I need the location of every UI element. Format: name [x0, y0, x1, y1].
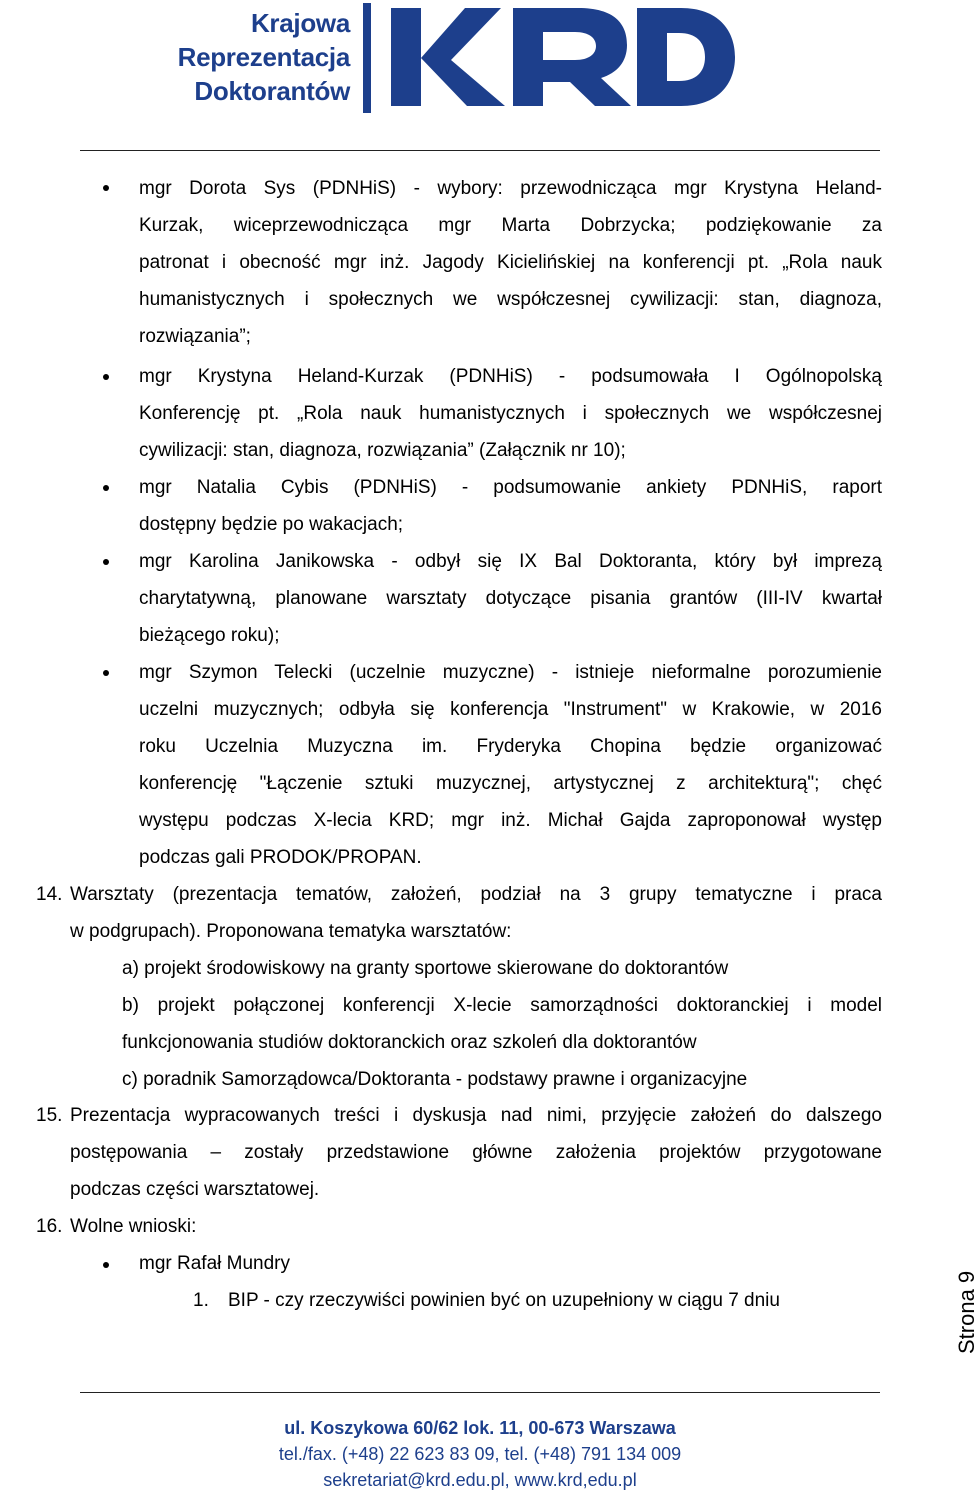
item-number: 1.: [193, 1290, 209, 1311]
body-line: charytatywną, planowane warsztaty dotyczące pisania grantów (III-IV kwartał: [139, 588, 882, 609]
page-number-label: Strona 9: [954, 1270, 979, 1354]
body-line: dostępny będzie po wakacjach;: [139, 514, 404, 535]
sub-item: a) projekt środowiskowy na granty sportowe skierowane do doktorantów: [122, 958, 729, 979]
body-line: mgr Dorota Sys (PDNHiS) - wybory: przewodnicząca mgr Krystyna Heland-: [139, 178, 882, 199]
body-line: rozwiązania”;: [139, 326, 251, 347]
body-line: Prezentacja wypracowanych treści i dyskusja nad nimi, przyjęcie założeń do dalszego: [70, 1105, 882, 1126]
body-line: mgr Rafał Mundry: [139, 1253, 290, 1274]
bullet-marker: [103, 1262, 109, 1268]
body-line: mgr Szymon Telecki (uczelnie muzyczne) - istnieje nieformalne porozumienie: [139, 662, 882, 683]
logo-line: Krajowa: [250, 8, 350, 38]
body-line: postępowania – zostały przedstawione główne założenia projektów przygotowane: [70, 1142, 882, 1163]
body-line: uczelni muzycznych; odbyła się konferencja "Instrument" w Krakowie, w 2016: [139, 699, 882, 720]
body-line: bieżącego roku);: [139, 625, 280, 646]
footer-address: ul. Koszykowa 60/62 lok. 11, 00-673 Warszawa: [284, 1418, 676, 1438]
item-number: 14.: [36, 884, 63, 905]
sub-item: funkcjonowania studiów doktoranckich oraz szkoleń dla doktorantów: [122, 1032, 697, 1053]
body-line: Warsztaty (prezentacja tematów, założeń, podział na 3 grupy tematyczne i praca: [70, 884, 882, 905]
sub-item: c) poradnik Samorządowca/Doktoranta - podstawy prawne i organizacyjne: [122, 1069, 748, 1090]
body-line: Kurzak, wiceprzewodnicząca mgr Marta Dobrzycka; podziękowanie za: [139, 215, 882, 236]
body-line: patronat i obecność mgr inż. Jagody Kicielińskiej na konferencji pt. „Rola nauk: [139, 252, 882, 273]
footer-rule: [80, 1392, 880, 1393]
bullet-marker: [103, 185, 109, 191]
bullet-marker: [103, 485, 109, 491]
body-line: roku Uczelnia Muzyczna im. Fryderyka Chopina będzie organizować: [139, 736, 882, 757]
logo-line: Reprezentacja: [177, 42, 350, 72]
body-line: Wolne wnioski:: [70, 1216, 197, 1237]
bullet-marker: [103, 374, 109, 380]
body-line: konferencję "Łączenie sztuki muzycznej, artystycznej z architekturą"; chęć: [139, 773, 882, 794]
bullet-marker: [103, 670, 109, 676]
item-number: 15.: [36, 1105, 63, 1126]
body-line: podczas części warsztatowej.: [70, 1179, 320, 1200]
bullet-marker: [103, 559, 109, 565]
body-line: humanistycznych i społecznych we współczesnej cywilizacji: stan, diagnoza,: [139, 289, 882, 310]
body-line: w podgrupach). Proponowana tematyka warsztatów:: [70, 921, 512, 942]
body-line: występu podczas X-lecia KRD; mgr inż. Michał Gajda zaproponował występ: [139, 810, 882, 831]
footer-phones: tel./fax. (+48) 22 623 83 09, tel. (+48) 791 134 009: [278, 1444, 682, 1464]
body-line: cywilizacji: stan, diagnoza, rozwiązania” (Załącznik nr 10);: [139, 440, 626, 461]
body-line: mgr Natalia Cybis (PDNHiS) - podsumowanie ankiety PDNHiS, raport: [139, 477, 882, 498]
krd-logo-icon: [383, 0, 738, 115]
page-number: [926, 1268, 979, 1358]
logo-wordmark: [150, 6, 350, 108]
logo-line: Doktorantów: [194, 76, 350, 106]
sub-item: b) projekt połączonej konferencji X-lecie samorządności doktoranckiej i model: [122, 995, 882, 1016]
body-line: podczas gali PRODOK/PROPAN.: [139, 847, 422, 868]
item-number: 16.: [36, 1216, 63, 1237]
body-line: mgr Karolina Janikowska - odbył się IX Bal Doktoranta, który był imprezą: [139, 551, 882, 572]
logo-divider: [363, 3, 371, 113]
footer-contact: sekretariat@krd.edu.pl, www.krd,edu.pl: [323, 1470, 637, 1490]
body-line: BIP - czy rzeczywiści powinien być on uzupełniony w ciągu 7 dniu: [228, 1290, 780, 1311]
header-rule: [80, 150, 880, 151]
body-line: mgr Krystyna Heland-Kurzak (PDNHiS) - podsumowała I Ogólnopolską: [139, 366, 882, 387]
body-line: Konferencję pt. „Rola nauk humanistycznych i społecznych we współczesnej: [139, 403, 882, 424]
